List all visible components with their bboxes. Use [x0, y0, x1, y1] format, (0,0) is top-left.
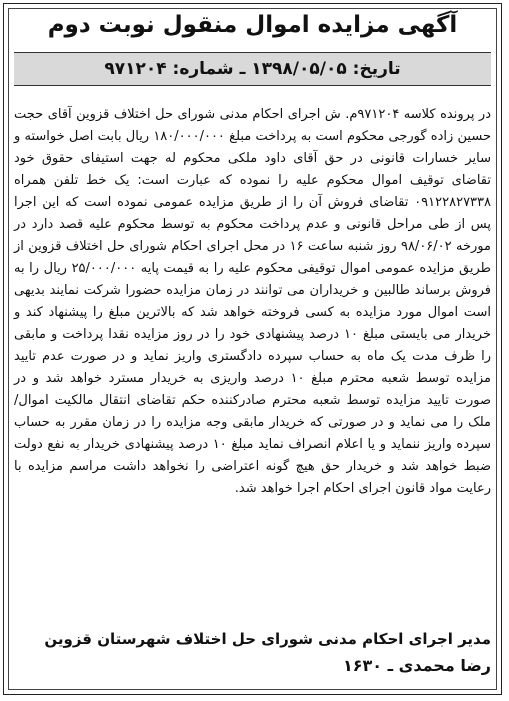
notice-body: در پرونده کلاسه ۹۷۱۲۰۴م. ش اجرای احکام مدنی شورای حل اختلاف قزوین آقای حجت حسین زاده گورجی محکوم است به پرداخت مبلغ ۱۸۰/۰۰۰/۰۰۰ ریال بابت اصل خواسته و سایر خسارات قانونی در حق آقای داود ملکی محکوم له جهت استیفای حقوق خود تقاضای توقیف اموال محکوم علیه را نموده که عبارت است: یک خط تلفن همراه ۰۹۱۲۲۸۲۷۳۳۸ تقاضای فروش آن را از طریق مزایده عمومی نموده است که این اجرا پس از طی مراحل قانونی و عدم پرداخت محکوم به توسط محکوم علیه قصد دارد در مورخه ۹۸/۰۶/۰۲ روز شنبه ساعت ۱۶ در محل اجرای احکام شورای حل اختلاف قزوین از طریق مزایده عمومی اموال توقیفی محکوم علیه را به قیمت پایه ۲۵/۰۰۰/۰۰۰ ریال را به فروش برساند طالبین و خریداران می توانند در زمان مزایده حضورا شرکت نمایند بدیهی است اموال مورد مزایده به کسی فروخته خواهد شد که بالاترین مبلغ را پیشنهاد کند و خریدار می بایستی مبلغ ۱۰ درصد پیشنهادی خود را در روز مزایده نقدا پرداخت و مابقی را ظرف مدت یک ماه به حساب سپرده دادگستری واریز نماید و در صورت عدم تایید مزایده توسط شعبه محترم مبلغ ۱۰ درصد واریزی به خریدار مسترد خواهد شد و در صورت تایید مزایده توسط شعبه محترم صادرکننده حکم تقاضای انتقال مالکیت اموال/ملک را می نماید و در صورتی که خریدار مابقی وجه مزایده را در زمان مقرر به حساب سپرده واریز ننماید و یا اعلام انصراف نماید مبلغ ۱۰ درصد پیشنهادی خریدار به نفع دولت ضبط خواهد شد و خریدار حق هیچ گونه اعتراضی را نخواهد داشت مراسم مزایده با رعایت مواد قانون اجرای احکام اجرا خواهد شد.: [14, 107, 491, 496]
signature-name: رضا محمدی ـ ۱۶۳۰: [343, 656, 491, 675]
signature-title: مدیر اجرای احکام مدنی شورای حل اختلاف شهرستان قزوین: [44, 630, 491, 648]
notice-date-number: تاریخ: ۱۳۹۸/۰۵/۰۵ ـ شماره: ۹۷۱۲۰۴: [14, 52, 491, 86]
notice-title: آگهی مزایده اموال منقول نوبت دوم: [47, 12, 458, 38]
notice-frame: [3, 3, 502, 695]
notice-signature: [14, 626, 491, 680]
